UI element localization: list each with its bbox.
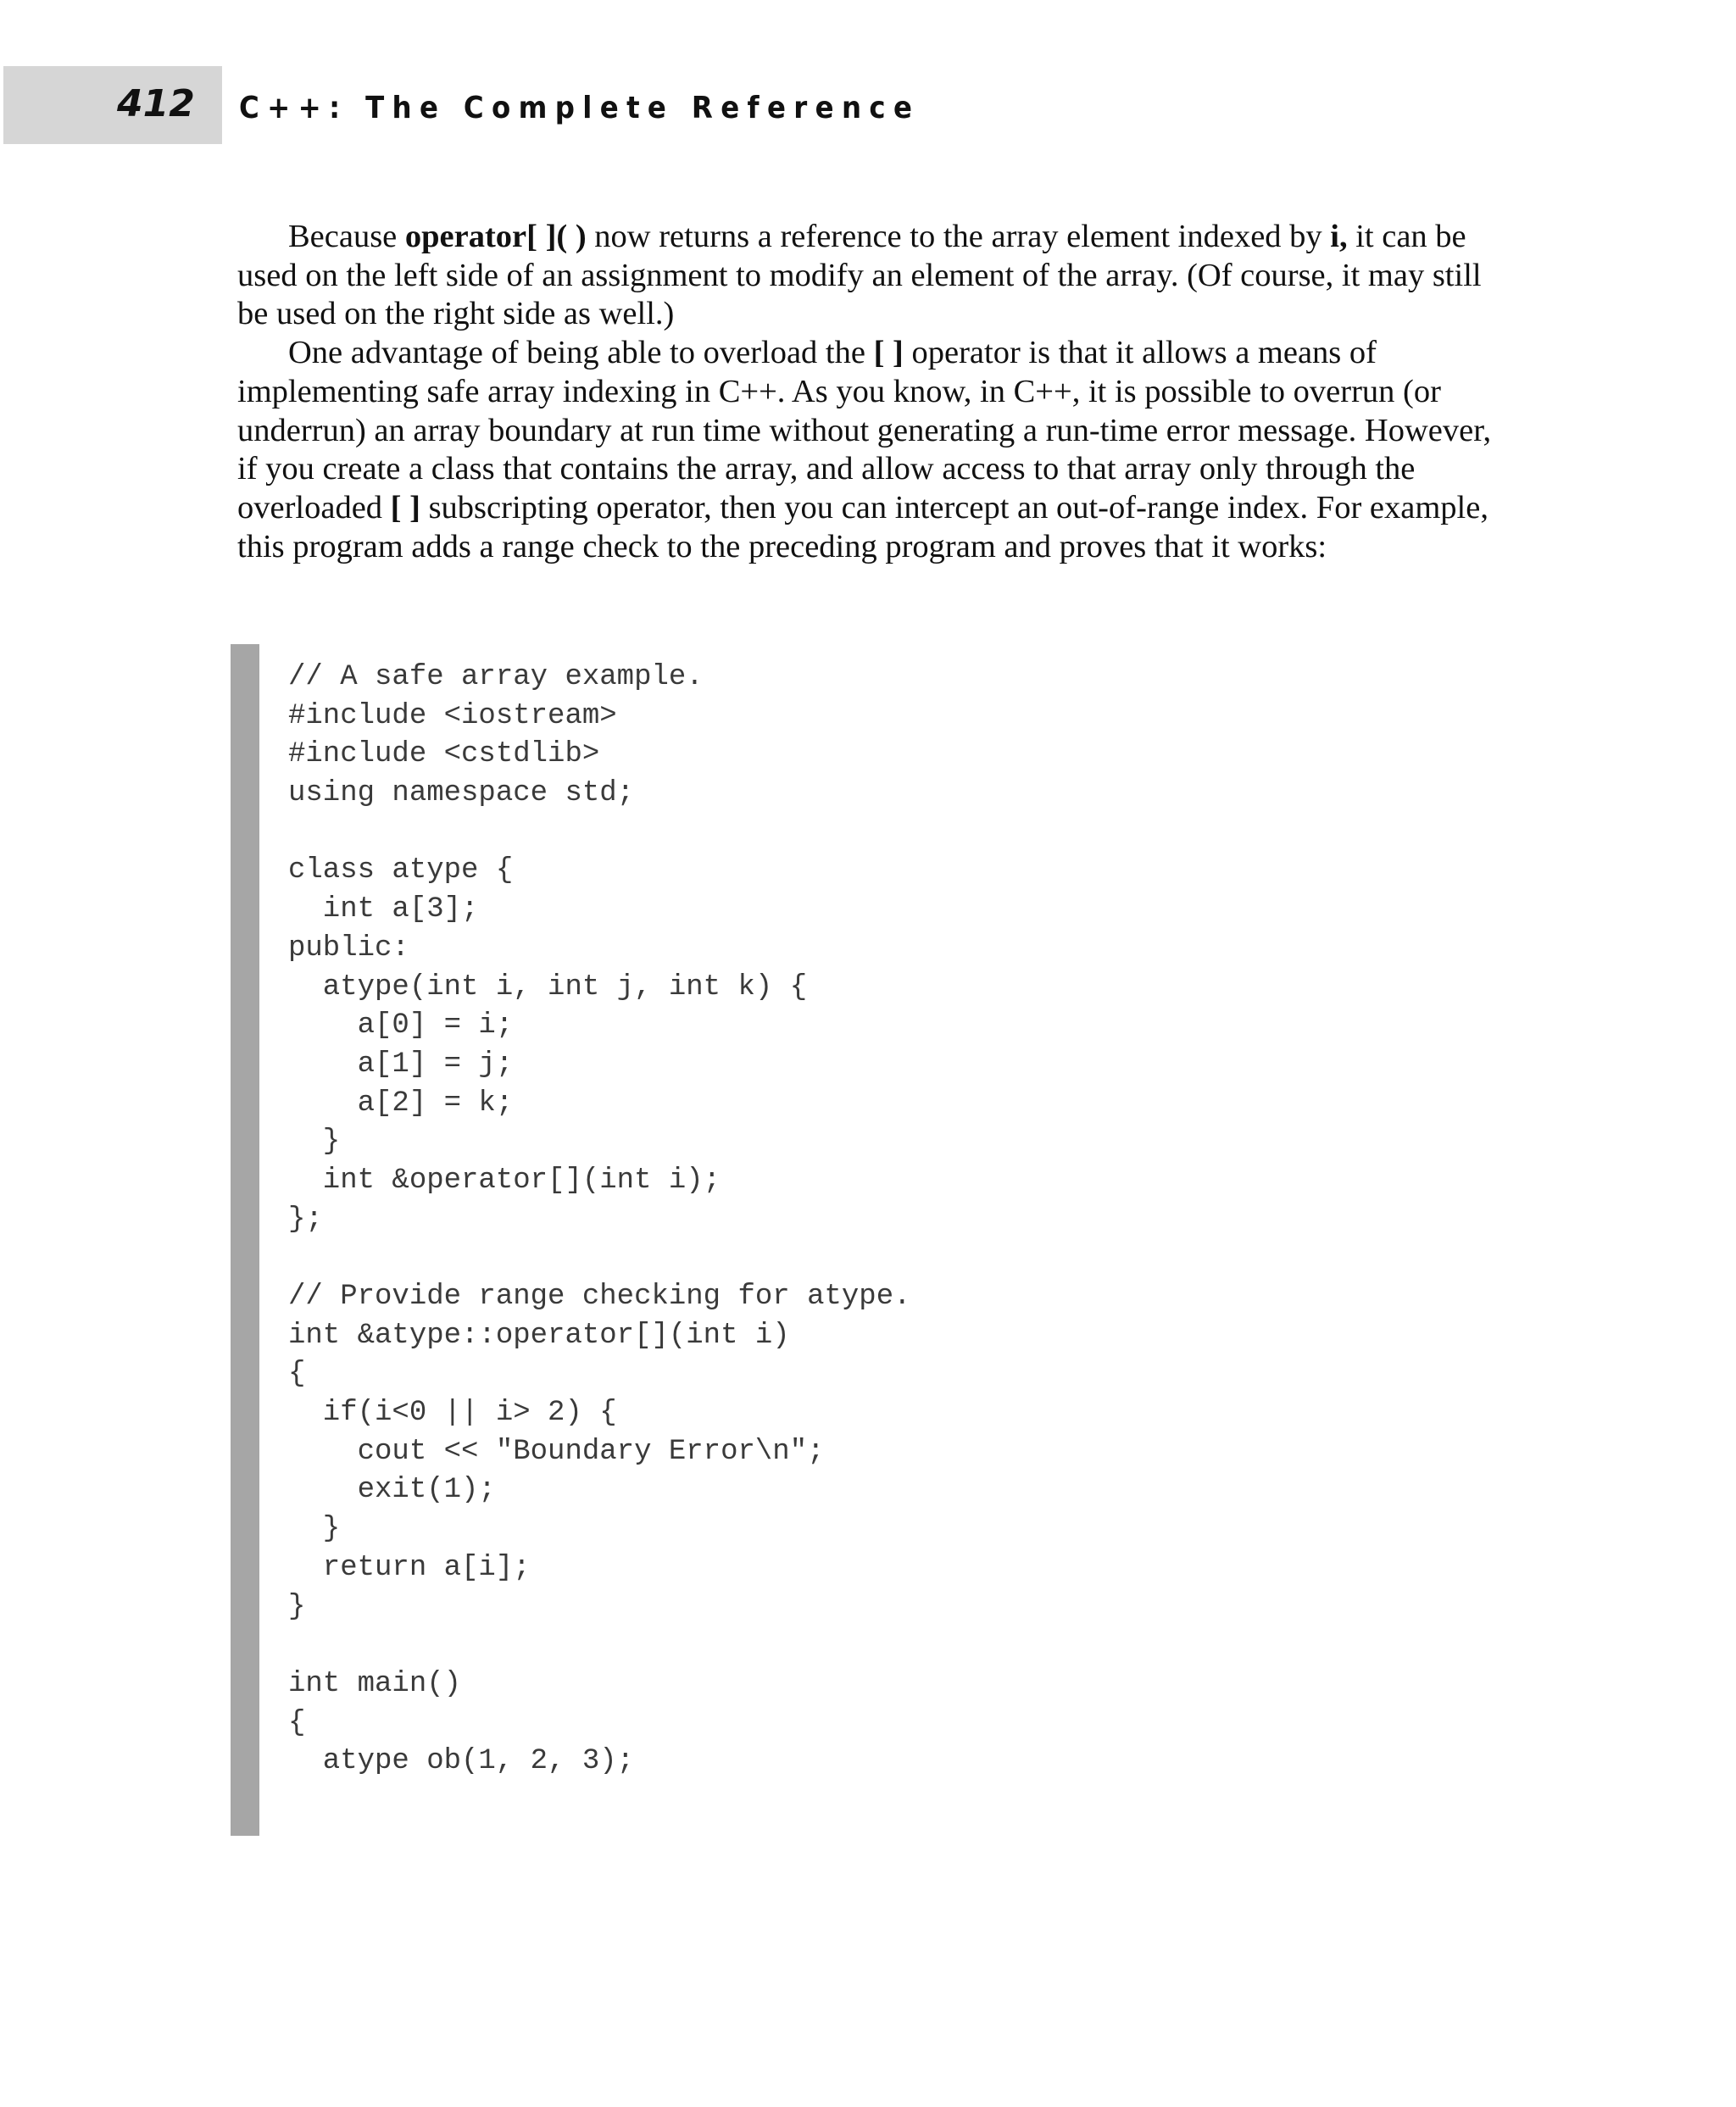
paragraph-2-text-a: One advantage of being able to overload the [288,335,874,371]
code-line [288,1239,911,1278]
paragraph-2-text-c: subscripting operator, then you can intercept an out-of-range index. For example, this program adds a range check to the preceding program and proves that it works: [237,489,1488,564]
page-number: 412 [117,82,195,125]
code-line: if(i<0 || i> 2) { [288,1397,617,1430]
code-line: atype(int i, int j, int k) { [288,970,808,1003]
code-line: a[2] = k; [288,1087,514,1120]
code-line: int a[3]; [288,893,479,926]
code-line: #include <iostream> [288,699,617,732]
paragraph-1-bold-operator: operator[ ]( ) [404,219,587,254]
paragraph-2-bold-brackets-2: [ ] [390,489,420,525]
code-line: { [288,1706,306,1739]
code-line: }; [288,1203,323,1236]
code-listing [288,659,911,1782]
code-line [288,814,911,853]
code-line: #include <cstdlib> [288,738,600,771]
paragraph-1-text-b: now returns a reference to the array element indexed by [586,219,1331,254]
paragraph-1-text-a: Because [288,219,405,254]
code-line [288,1626,911,1665]
paragraph-2-text-b: operator is that it allows a means of implementing safe array indexing in C++. As you know, in C++, it is possible to overrun (or underrun) an array boundary at run time without generating a run-time error message. However, if you create a class that contains the array, and allow access to that array only through the overloaded [237,335,1492,525]
code-line: // A safe array example. [288,661,704,693]
code-line: class atype { [288,854,514,887]
code-line: a[0] = i; [288,1009,514,1042]
code-line: return a[i]; [288,1551,531,1584]
paragraph-1 [237,218,1492,334]
running-head: C++: The Complete Reference [239,91,921,125]
code-line: exit(1); [288,1474,496,1507]
paragraph-2-bold-brackets-1: [ ] [873,335,904,371]
code-line: cout << "Boundary Error\n"; [288,1435,825,1468]
code-line: atype ob(1, 2, 3); [288,1745,635,1778]
code-line: using namespace std; [288,777,635,810]
code-line: int &operator[](int i); [288,1164,721,1197]
paragraph-1-text-c: it can be used on the left side of an assignment to modify an element of the array. (Of course, it may still be used on the right side as well.) [237,219,1482,332]
paragraph-2 [237,334,1492,566]
code-line: } [288,1590,306,1623]
code-line: public: [288,931,409,965]
code-line: } [288,1126,341,1159]
code-line: int main() [288,1667,462,1700]
paragraph-1-bold-i: i, [1330,219,1348,254]
code-line: // Provide range checking for atype. [288,1281,911,1313]
code-line: { [288,1358,306,1391]
code-line: int &atype::operator[](int i) [288,1319,790,1352]
code-sidebar-bar [231,644,259,1836]
body-text [237,218,1492,566]
code-line: } [288,1513,341,1546]
code-line: a[1] = j; [288,1048,514,1081]
